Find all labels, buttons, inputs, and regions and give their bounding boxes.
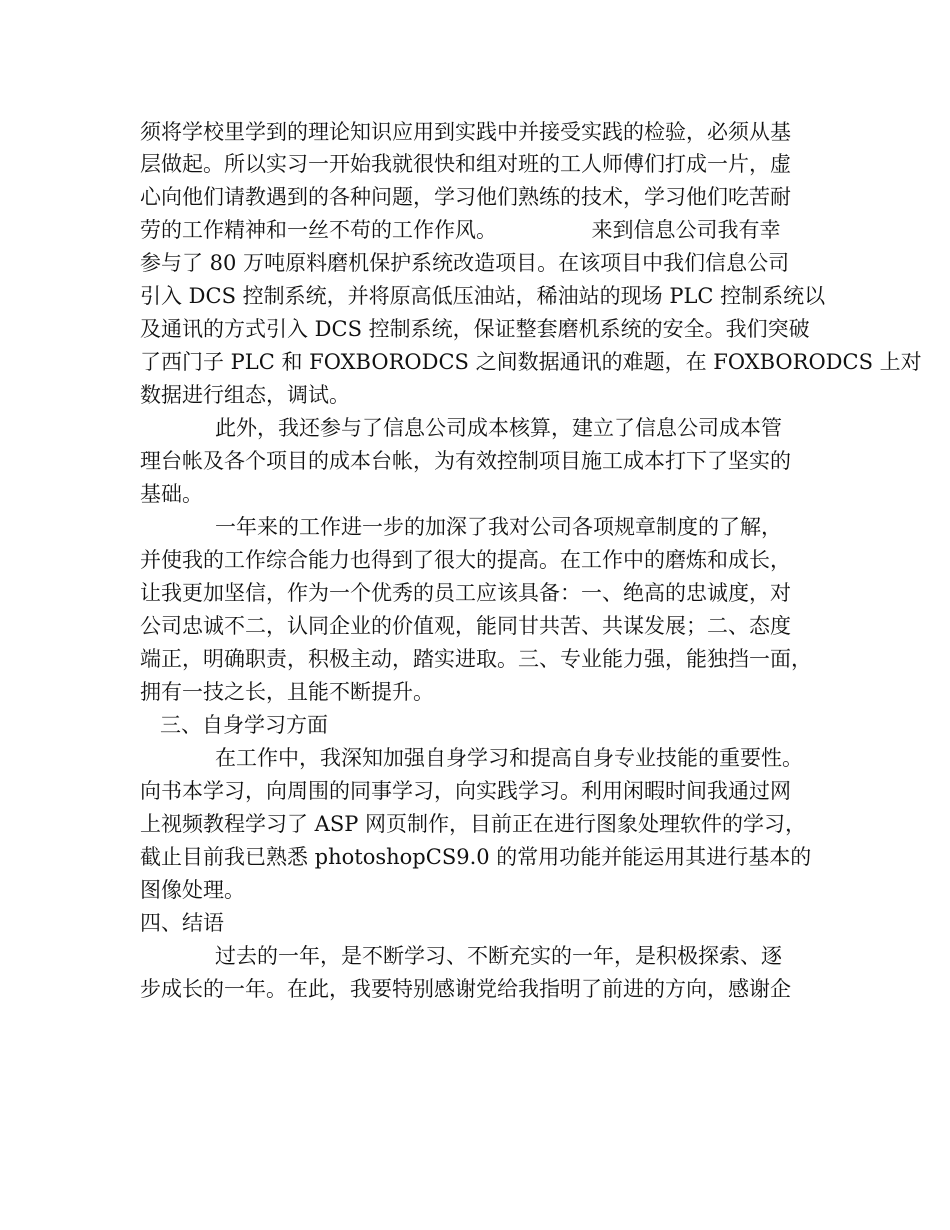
paragraph-line: 了西门子 PLC 和 FOXBORODCS 之间数据通讯的难题，在 FOXBORODCS 上对 [140,350,922,374]
paragraph-line: 公司忠诚不二，认同企业的价值观，能同甘共苦、共谋发展；二、态度 [140,614,791,638]
paragraph-line: 拥有一技之长，且能不断提升。 [140,680,434,704]
paragraph-line: 上视频教程学习了 ASP 网页制作，目前正在进行图象处理软件的学习， [140,812,807,836]
paragraph-line: 在工作中，我深知加强自身学习和提高自身专业技能的重要性。 [215,746,803,770]
paragraph-line: 及通讯的方式引入 DCS 控制系统，保证整套磨机系统的安全。我们突破 [140,317,810,341]
section-heading: 四、结语 [140,911,224,935]
paragraph-line: 须将学校里学到的理论知识应用到实践中并接受实践的检验，必须从基 [140,120,791,144]
paragraph-line: 端正，明确职责，积极主动，踏实进取。三、专业能力强，能独挡一面， [140,647,812,671]
paragraph-line: 并使我的工作综合能力也得到了很大的提高。在工作中的磨炼和成长， [140,548,791,572]
paragraph-line: 让我更加坚信，作为一个优秀的员工应该具备：一、绝高的忠诚度，对 [140,581,791,605]
paragraph-line: 截止目前我已熟悉 photoshopCS9.0 的常用功能并能运用其进行基本的 [140,845,812,869]
paragraph-line: 图像处理。 [140,878,245,902]
paragraph-line: 参与了 80 万吨原料磨机保护系统改造项目。在该项目中我们信息公司 [140,251,790,275]
section-heading: 三、自身学习方面 [160,713,328,737]
paragraph-line: 基础。 [140,482,203,506]
paragraph-line: 一年来的工作进一步的加深了我对公司各项规章制度的了解， [215,515,782,539]
paragraph-line: 向书本学习，向周围的同事学习，向实践学习。利用闲暇时间我通过网 [140,779,791,803]
paragraph-line: 劳的工作精神和一丝不苟的工作作风。 来到信息公司我有幸 [140,218,781,242]
paragraph-line: 步成长的一年。在此，我要特别感谢党给我指明了前进的方向，感谢企 [140,977,791,1001]
paragraph-line: 引入 DCS 控制系统，并将原高低压油站，稀油站的现场 PLC 控制系统以 [140,284,826,308]
paragraph-line: 数据进行组态，调试。 [140,383,350,407]
paragraph-line: 心向他们请教遇到的各种问题，学习他们熟练的技术，学习他们吃苦耐 [140,185,791,209]
paragraph-line: 此外，我还参与了信息公司成本核算，建立了信息公司成本管 [215,416,782,440]
paragraph-line: 层做起。所以实习一开始我就很快和组对班的工人师傅们打成一片，虚 [140,152,791,176]
paragraph-line: 过去的一年，是不断学习、不断充实的一年，是积极探索、逐 [215,944,782,968]
paragraph-line: 理台帐及各个项目的成本台帐，为有效控制项目施工成本打下了坚实的 [140,449,791,473]
